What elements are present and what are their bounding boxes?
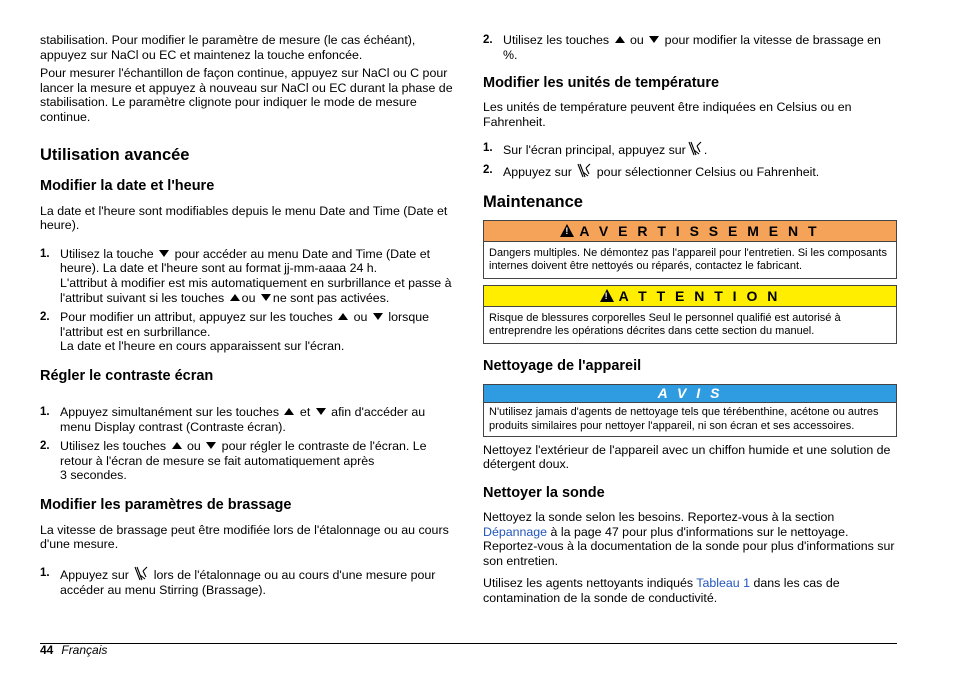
- step-number: 1.: [40, 405, 50, 418]
- step: [40, 405, 454, 434]
- step-text: 3 secondes.: [60, 468, 127, 483]
- step: [40, 566, 454, 597]
- arrow-down-icon: [649, 36, 659, 43]
- subsection-heading: Modifier les paramètres de brassage: [40, 496, 292, 513]
- step: [40, 310, 454, 354]
- step-text: et: [299, 404, 311, 419]
- arrow-down-icon: [373, 313, 383, 320]
- step-text: La date et l'heure en cours apparaissent sur l'écran.: [60, 339, 345, 354]
- warning-triangle-icon: [600, 289, 614, 302]
- step-text: Appuyez simultanément sur les touches: [60, 404, 280, 419]
- arrow-up-icon: [615, 36, 625, 43]
- subsection-heading: Régler le contraste écran: [40, 367, 214, 384]
- subsection-heading: Nettoyer la sonde: [483, 484, 605, 501]
- caution-title: A T T E N T I O N: [618, 287, 781, 304]
- paragraph-text: Nettoyez la sonde selon les besoins. Reportez-vous à la section: [483, 509, 835, 524]
- step-text: pour accéder au menu Date and Time (Date et heure). La date et l'heure sont au format jj-mm-aaaa 24 h.: [60, 246, 431, 276]
- step-number: 2.: [483, 163, 493, 176]
- warning-triangle-icon: [560, 224, 574, 237]
- arrow-down-icon: [316, 408, 326, 415]
- link-depannage[interactable]: Dépannage: [483, 524, 548, 539]
- step-text: lors de l'étalonnage ou au cours d'une mesure pour accéder au menu Stirring (Brassage).: [60, 568, 436, 597]
- footer-divider: [40, 643, 897, 644]
- section-heading: Utilisation avancée: [40, 145, 190, 164]
- step-text: lorsque l'attribut est en surbrillance.: [60, 310, 429, 339]
- step-text: afin d'accéder au menu Display contrast (Contraste écran).: [60, 404, 426, 434]
- warning-text: Dangers multiples. Ne démontez pas l'appareil pour l'entretien. Si les composants internes doivent être nettoyés ou réparés, contactez le fabricant.: [489, 246, 887, 272]
- step-text: ou: [629, 33, 644, 47]
- step-text: L'attribut à modifier est mis automatiquement en surbrillance et passe à l'attribut suivant si les touches: [60, 275, 452, 305]
- step-number: 2.: [40, 311, 50, 324]
- step-number: 2.: [483, 34, 493, 46]
- stir-key-icon: [134, 566, 148, 582]
- paragraph: [483, 576, 897, 605]
- paragraph-text: Utilisez les agents nettoyants indiqués: [483, 576, 694, 591]
- step-text: ou: [353, 310, 368, 325]
- subsection-heading: Modifier la date et l'heure: [40, 177, 215, 194]
- paragraph: [483, 510, 897, 568]
- arrow-up-icon: [230, 294, 240, 301]
- paragraph: La date et l'heure sont modifiables depuis le menu Date and Time (Date et heure).: [40, 203, 448, 233]
- paragraph: Pour mesurer l'échantillon de façon continue, appuyez sur NaCl ou C pour lancer la mesure et appuyez à nouveau sur NaCl ou EC durant la phase de stabilisation. Le paramètre clignote pour indiquer le mode de mesure continue.: [40, 66, 453, 124]
- notice-header: [484, 385, 896, 403]
- paragraph: stabilisation. Pour modifier le paramètre de mesure (le cas échéant), appuyez sur NaCl ou EC et maintenez la touche enfoncée.: [40, 33, 416, 62]
- notice-box: [483, 384, 897, 436]
- arrow-up-icon: [284, 408, 294, 415]
- step-text: ou: [186, 439, 201, 454]
- page-footer: [40, 643, 107, 657]
- step-text: pour modifier la vitesse de brassage en %.: [503, 33, 881, 62]
- right-column: [483, 30, 897, 606]
- step-number: 1.: [40, 247, 50, 260]
- paragraph-text: dans les cas de contamination de la sonde de conductivité.: [483, 576, 840, 605]
- step-text: Sur l'écran principal, appuyez sur: [503, 143, 686, 158]
- paragraph: Les unités de température peuvent être indiquées en Celsius ou en Fahrenheit.: [483, 100, 852, 129]
- step-text: pour régler le contraste de l'écran. Le retour à l'écran de mesure se fait automatiquement après: [60, 439, 427, 468]
- paragraph: La vitesse de brassage peut être modifiée lors de l'étalonnage ou au cours d'une mesure.: [40, 522, 449, 552]
- subsection-heading: Nettoyage de l'appareil: [483, 358, 642, 375]
- subsection-heading: Modifier les unités de température: [483, 75, 720, 92]
- step-text: ne sont pas activées.: [272, 290, 390, 305]
- stir-key-icon: [688, 141, 702, 157]
- caution-text: Risque de blessures corporelles Seul le personnel qualifié est autorisé à entreprendre les opérations décrites dans cette section du manuel.: [489, 311, 841, 338]
- step: [40, 439, 454, 483]
- caution-box: [483, 285, 897, 344]
- page-number: 44: [40, 643, 54, 657]
- step-number: 1.: [483, 142, 493, 155]
- link-tableau-1[interactable]: Tableau 1: [696, 576, 751, 591]
- arrow-up-icon: [338, 313, 348, 320]
- step: [483, 141, 897, 158]
- section-heading: Maintenance: [483, 192, 583, 211]
- step-text: ou: [241, 290, 256, 305]
- arrow-down-icon: [261, 294, 271, 301]
- stir-key-icon: [577, 163, 591, 179]
- paragraph-text: à la page 47 pour plus d'informations sur le nettoyage. Reportez-vous à la documentation de la sonde pour plus d'informations sur son entretien.: [483, 524, 895, 568]
- step-text: .: [703, 143, 708, 158]
- caution-header: [484, 286, 896, 307]
- step-text: Utilisez la touche: [60, 246, 154, 261]
- step-number: 2.: [40, 440, 50, 453]
- step-number: 1.: [40, 567, 50, 580]
- step-text: Appuyez sur: [503, 164, 572, 179]
- arrow-up-icon: [172, 442, 182, 449]
- warning-title: A V E R T I S S E M E N T: [579, 222, 820, 239]
- notice-text: N'utilisez jamais d'agents de nettoyage tels que térébenthine, acétone ou autres produits similaires pour nettoyer l'appareil, ni son écran et ses accessoires.: [489, 406, 879, 432]
- step: [40, 247, 454, 305]
- footer-language: Français: [61, 643, 108, 657]
- notice-title: A V I S: [657, 385, 723, 402]
- warning-header: [484, 221, 896, 242]
- step: [483, 33, 897, 62]
- arrow-down-icon: [206, 442, 216, 449]
- step-text: Utilisez les touches: [60, 439, 167, 454]
- step-text: Appuyez sur: [60, 568, 129, 583]
- step: [483, 163, 897, 180]
- step-text: Utilisez les touches: [503, 33, 610, 47]
- paragraph: Nettoyez l'extérieur de l'appareil avec un chiffon humide et une solution de détergent doux.: [483, 442, 891, 472]
- step-text: pour sélectionner Celsius ou Fahrenheit.: [596, 164, 820, 179]
- arrow-down-icon: [159, 250, 169, 257]
- left-column: [40, 30, 454, 597]
- warning-box: [483, 220, 897, 279]
- step-text: Pour modifier un attribut, appuyez sur les touches: [60, 310, 333, 325]
